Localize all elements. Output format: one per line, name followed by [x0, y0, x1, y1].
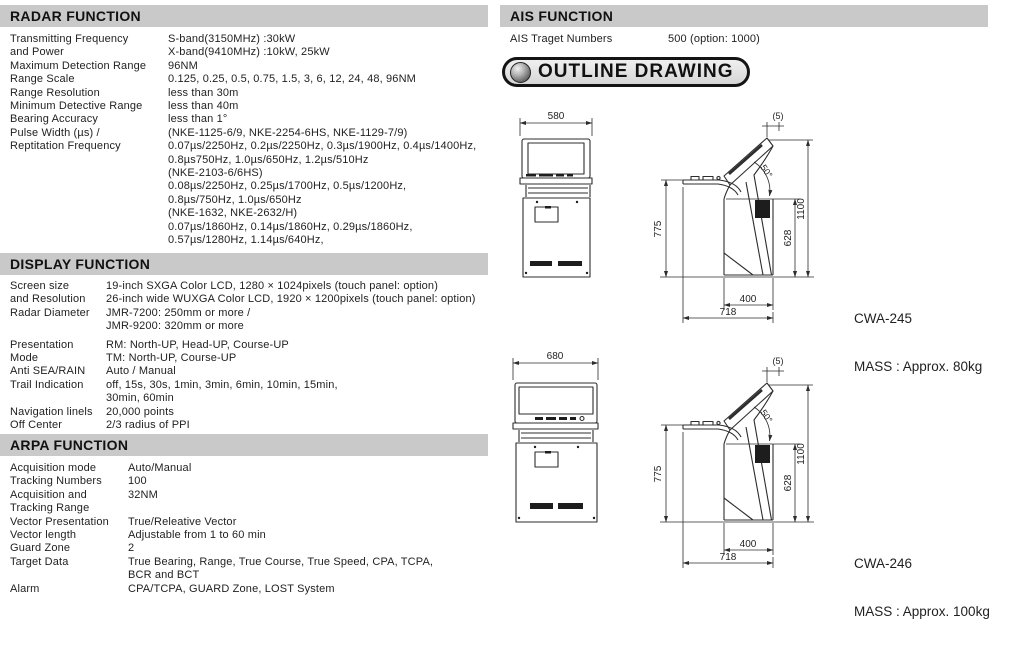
spec-row: [10, 194, 488, 207]
model-label-cwa246: [854, 524, 990, 652]
spec-value: S-band(3150MHz) :30kW: [168, 33, 296, 45]
model-number: CWA-246: [854, 556, 913, 571]
spec-label: Bearing Accuracy: [10, 113, 98, 126]
spec-value: X-band(9410MHz) :10kW, 25kW: [168, 46, 330, 59]
spec-label: Maximum Detection Range: [10, 59, 147, 72]
radar-spec-table: [10, 33, 488, 248]
section-title: DISPLAY FUNCTION: [10, 256, 151, 272]
spec-value: 0.07µs/1860Hz, 0.14µs/1860Hz, 0.29µs/1860Hz,: [168, 220, 413, 233]
spec-label: [10, 207, 168, 220]
spec-value: 32NM: [128, 488, 158, 501]
ais-spec-table: [510, 33, 988, 46]
spec-label: Minimum Detective Range: [10, 100, 143, 113]
spec-value: (NKE-2103-6/6HS): [168, 167, 263, 180]
dimension-label-inner-height: 628: [783, 474, 794, 492]
spec-row: [10, 502, 488, 515]
spec-label: Range Resolution: [10, 86, 100, 99]
spec-label: Screen size: [10, 280, 70, 292]
mass-label: MASS : Approx. 80kg: [854, 359, 983, 374]
display-spec-table: [10, 280, 488, 432]
spec-label: Target Data: [10, 555, 69, 568]
dimension-label-total-depth: 718: [719, 552, 737, 563]
spec-value: (NKE-1632, NKE-2632/H): [168, 207, 298, 220]
spec-value: (NKE-1125-6/9, NKE-2254-6HS, NKE-1129-7/9): [168, 126, 408, 139]
spec-label: [10, 194, 168, 207]
spec-label: Range Scale: [10, 73, 75, 86]
outline-drawing-cwa245: [505, 105, 835, 330]
dimension-label-front-width: 580: [547, 111, 565, 122]
spec-row: [10, 307, 488, 320]
spec-row: [10, 280, 488, 293]
side-view: [653, 356, 814, 568]
spec-row: [10, 542, 488, 555]
spec-value: Adjustable from 1 to 60 min: [128, 529, 266, 542]
spec-value: True/Releative Vector: [128, 515, 237, 528]
spec-value: 19-inch SXGA Color LCD, 1280 × 1024pixels (touch panel: option): [106, 280, 439, 292]
spec-label: Anti SEA/RAIN: [10, 365, 86, 378]
outline-drawing-cwa246: [505, 345, 835, 575]
spec-label: Reptitation Frequency: [10, 140, 121, 153]
spec-value: Auto/Manual: [128, 462, 192, 474]
spec-row: [10, 127, 488, 140]
section-header-ais: [500, 5, 988, 27]
spec-value: 30min, 60min: [106, 392, 174, 405]
spec-value: 0.08µs/2250Hz, 0.25µs/1700Hz, 0.5µs/1200Hz,: [168, 180, 407, 193]
spec-row: [10, 100, 488, 113]
outline-drawing-heading: [502, 57, 750, 87]
spec-label: [10, 154, 168, 167]
dimension-label-offset-top: (5): [772, 111, 784, 121]
spec-row: [10, 392, 488, 405]
spec-label: Presentation: [10, 338, 74, 351]
spec-row: [10, 365, 488, 378]
spec-value: 2: [128, 542, 135, 555]
spec-value: True Bearing, Range, True Course, True Speed, CPA, TCPA,: [128, 555, 434, 568]
spec-row: [10, 113, 488, 126]
spec-value: Auto / Manual: [106, 365, 176, 378]
spec-row: [10, 489, 488, 502]
dimension-label-front-width: 680: [546, 351, 564, 362]
spec-value: RM: North-UP, Head-UP, Course-UP: [106, 338, 289, 351]
section-title: RADAR FUNCTION: [10, 8, 141, 24]
dimension-label-total-depth: 718: [719, 307, 737, 318]
spec-value: TM: North-UP, Course-UP: [106, 352, 237, 365]
spec-row: [10, 180, 488, 193]
section-header-radar: [0, 5, 488, 27]
spec-value: 2/3 radius of PPI: [106, 419, 190, 432]
spec-value: 100: [128, 475, 147, 488]
spec-label: Acquisition mode: [10, 462, 97, 474]
spec-label: Trail Indication: [10, 378, 84, 391]
spec-row: [10, 234, 488, 247]
spec-row: [10, 462, 488, 475]
spec-value: 0.57µs/1280Hz, 1.14µs/640Hz,: [168, 234, 324, 247]
spec-label: Vector Presentation: [10, 515, 109, 528]
spec-row: [10, 475, 488, 488]
spec-label: [10, 569, 128, 582]
spec-value: 96NM: [168, 59, 198, 72]
spec-value: less than 1°: [168, 113, 228, 126]
spec-label: Pulse Width (µs) /: [10, 126, 100, 139]
spec-value: 500 (option: 1000): [668, 33, 760, 45]
dimension-label-inner-height: 628: [783, 229, 794, 247]
spec-row: [10, 516, 488, 529]
spec-label: [10, 167, 168, 180]
spec-label: [10, 392, 106, 405]
dimension-label-offset-top: (5): [772, 356, 784, 366]
spec-row: [10, 154, 488, 167]
spec-value: 20,000 points: [106, 405, 175, 418]
spec-row: [10, 556, 488, 569]
sphere-icon: [510, 62, 531, 83]
spec-label: and Power: [10, 46, 64, 59]
spec-row: [10, 221, 488, 234]
spec-row: [10, 569, 488, 582]
spec-value: 0.8µs750Hz, 1.0µs/650Hz, 1.2µs/510Hz: [168, 153, 369, 166]
dimension-label-desk-height: 775: [653, 220, 664, 238]
spec-label: AIS Traget Numbers: [510, 33, 613, 45]
spec-value: less than 30m: [168, 86, 239, 99]
spec-label: and Resolution: [10, 293, 86, 306]
section-title: AIS FUNCTION: [510, 8, 614, 24]
dimension-label-desk-height: 775: [653, 465, 664, 483]
front-view: [513, 351, 598, 522]
model-label-cwa245: [854, 279, 982, 407]
spec-row: [510, 33, 988, 46]
spec-label: Tracking Numbers: [10, 475, 102, 488]
spec-value: 0.07µs/2250Hz, 0.2µs/2250Hz, 0.3µs/1900Hz, 0.4µs/1400Hz,: [168, 140, 477, 153]
spec-label: Acquisition and: [10, 488, 87, 501]
spec-row: [10, 73, 488, 86]
spec-label: Navigation linels: [10, 405, 93, 418]
spec-label: Alarm: [10, 582, 40, 595]
section-header-arpa: [0, 434, 488, 456]
spec-value: 0.8µs/750Hz, 1.0µs/650Hz: [168, 193, 302, 206]
spec-label: [10, 180, 168, 193]
section-title: ARPA FUNCTION: [10, 437, 129, 453]
spec-row: [10, 529, 488, 542]
spec-value: 0.125, 0.25, 0.5, 0.75, 1.5, 3, 6, 12, 24, 48, 96NM: [168, 73, 416, 86]
spec-row: [10, 583, 488, 596]
spec-label: Mode: [10, 352, 39, 365]
spec-label: [10, 320, 106, 333]
spec-label: Transmitting Frequency: [10, 33, 129, 45]
spec-row: [10, 419, 488, 432]
spec-value: [128, 502, 488, 515]
spec-row: [10, 379, 488, 392]
spec-label: Guard Zone: [10, 542, 71, 555]
spec-row: [10, 167, 488, 180]
spec-label: Radar Diameter: [10, 306, 90, 319]
front-view: [520, 111, 592, 277]
spec-value: off, 15s, 30s, 1min, 3min, 6min, 10min, 15min,: [106, 378, 338, 391]
spec-label: Vector length: [10, 529, 77, 542]
spec-label: Tracking Range: [10, 502, 90, 515]
section-header-display: [0, 253, 488, 275]
dimension-label-inner-depth: 400: [739, 539, 757, 550]
side-view: [653, 111, 814, 323]
dimension-label-total-height: 1100: [796, 198, 807, 220]
spec-row: [10, 339, 488, 352]
spec-value: 26-inch wide WUXGA Color LCD, 1920 × 1200pixels (touch panel: option): [106, 293, 476, 306]
spec-row: [10, 140, 488, 153]
spec-value: CPA/TCPA, GUARD Zone, LOST System: [128, 582, 335, 595]
spec-label: [10, 234, 168, 247]
dimension-label-angle: 50°: [758, 407, 775, 425]
arpa-spec-table: [10, 462, 488, 596]
dimension-label-inner-depth: 400: [739, 294, 757, 305]
spec-value: BCR and BCT: [128, 569, 200, 582]
dimension-label-angle: 50°: [758, 162, 775, 180]
spec-row: [10, 46, 488, 59]
spec-row: [10, 33, 488, 46]
spec-row: [10, 320, 488, 333]
spec-value: JMR-7200: 250mm or more /: [106, 306, 251, 319]
model-number: CWA-245: [854, 311, 913, 326]
spec-value: less than 40m: [168, 100, 239, 113]
spec-label: Off Center: [10, 419, 63, 432]
outline-drawing-title: OUTLINE DRAWING: [538, 61, 734, 82]
spec-row: [10, 207, 488, 220]
spec-row: [10, 293, 488, 306]
spec-value: JMR-9200: 320mm or more: [106, 320, 244, 333]
spec-row: [10, 60, 488, 73]
spec-row: [10, 352, 488, 365]
spec-row: [10, 406, 488, 419]
dimension-label-total-height: 1100: [796, 443, 807, 465]
spec-row: [10, 87, 488, 100]
mass-label: MASS : Approx. 100kg: [854, 604, 990, 619]
spec-label: [10, 221, 168, 234]
